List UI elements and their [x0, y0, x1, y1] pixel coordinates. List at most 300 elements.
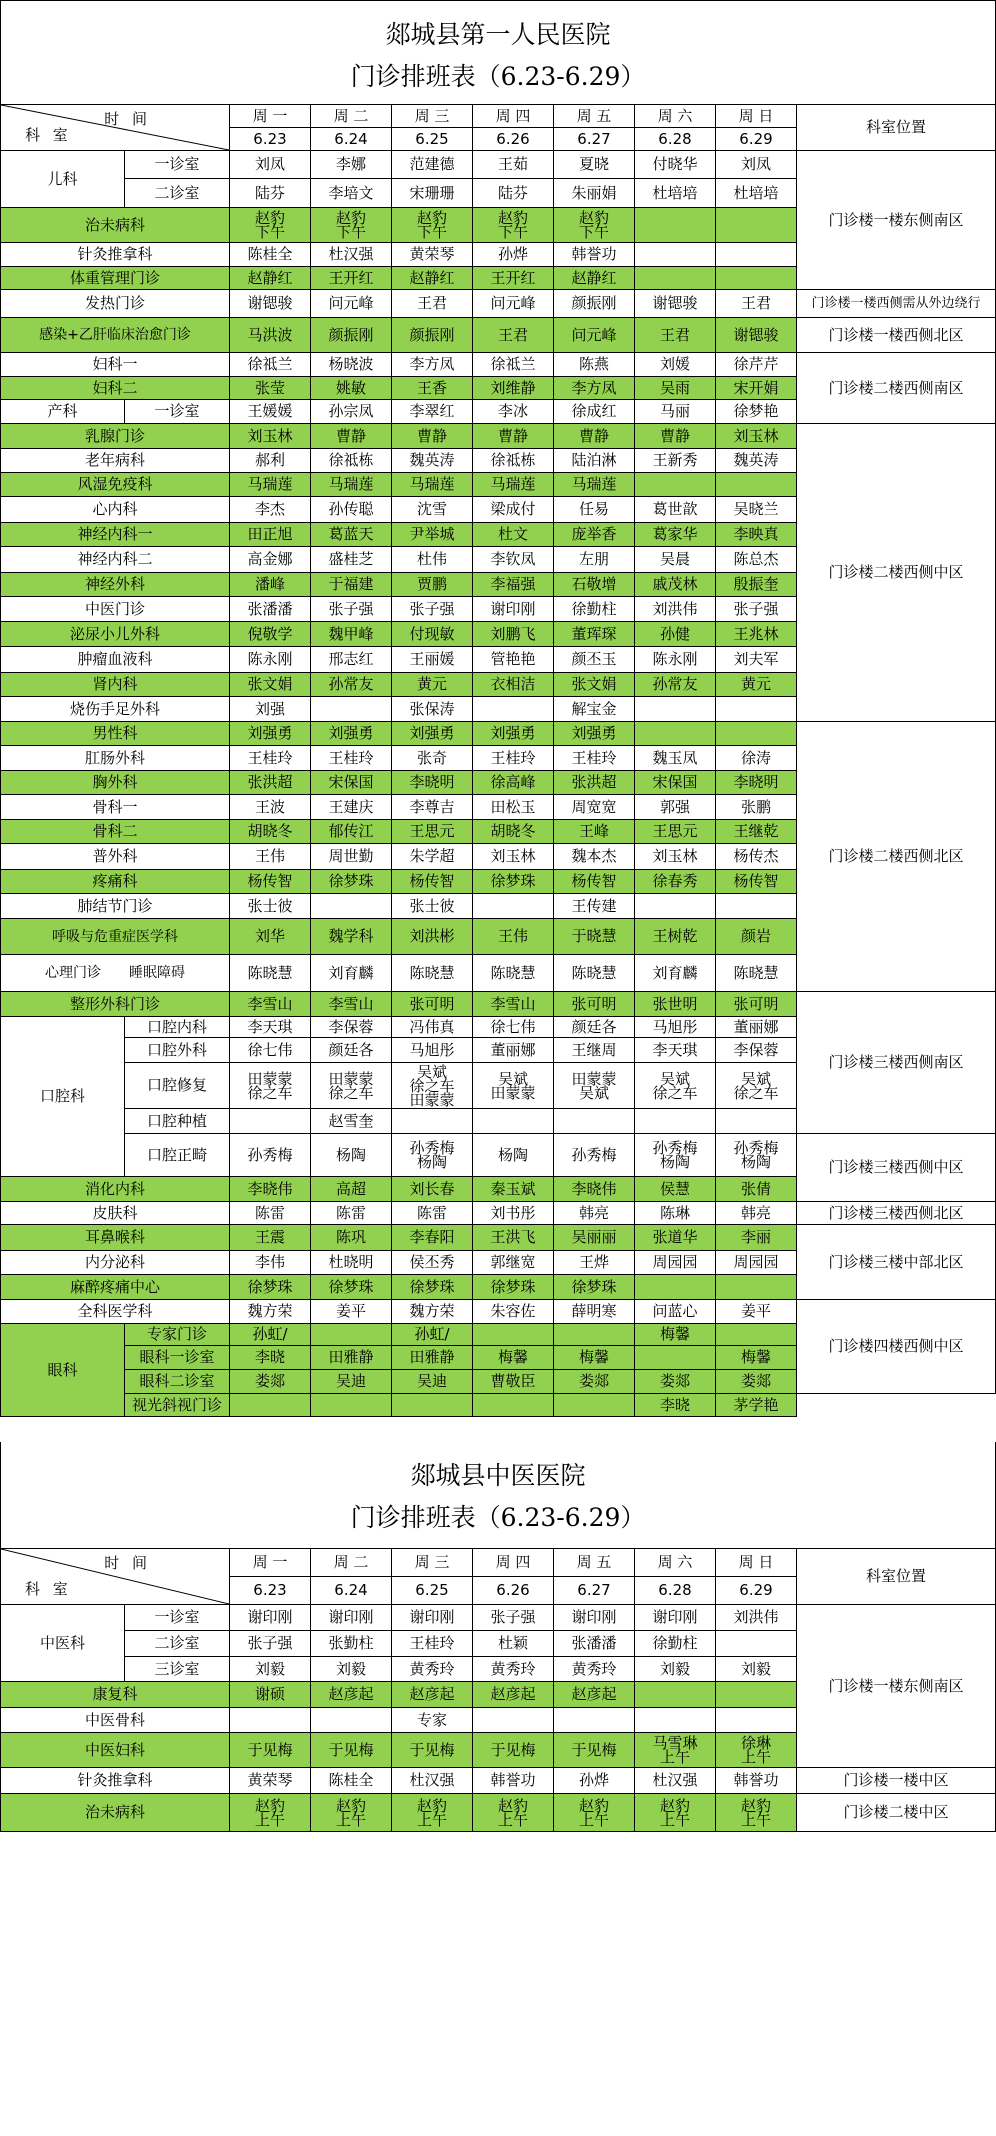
doctor-cell: 王震 — [230, 1225, 311, 1251]
doctor-cell: 于晓慧 — [554, 919, 635, 955]
corner-header — [1, 105, 230, 151]
doctor-cell: 问元峰 — [554, 318, 635, 353]
doctor-cell: 曹敬臣 — [473, 1370, 554, 1394]
doctor-cell: 梅馨 — [716, 1346, 797, 1370]
doctor-cell: 王桂玲 — [473, 746, 554, 771]
doctor-cell — [635, 243, 716, 267]
doctor-cell: 赵豹 上午 — [716, 1794, 797, 1832]
doctor-cell: 梁成付 — [473, 497, 554, 523]
department-name: 妇科一 — [1, 353, 230, 377]
doctor-cell: 张士彼 — [230, 894, 311, 919]
doctor-cell: 谢印刚 — [311, 1605, 392, 1631]
department-name: 肾内科 — [1, 673, 230, 697]
doctor-cell: 杜汉强 — [392, 1768, 473, 1794]
doctor-cell: 颜振刚 — [554, 290, 635, 318]
doctor-cell: 陈桂全 — [311, 1768, 392, 1794]
date-header: 6.24 — [311, 128, 392, 151]
doctor-cell: 郝利 — [230, 449, 311, 473]
doctor-cell: 茅学艳 — [716, 1394, 797, 1417]
doctor-cell: 吴雨 — [635, 377, 716, 400]
doctor-cell: 刘毅 — [230, 1657, 311, 1682]
doctor-cell: 刘维静 — [473, 377, 554, 400]
sub-clinic-name: 一诊室 — [125, 151, 230, 179]
doctor-cell: 夏晓 — [554, 151, 635, 179]
doctor-cell: 张洪超 — [554, 771, 635, 795]
doctor-cell: 李天琪 — [230, 1017, 311, 1038]
doctor-cell: 潘峰 — [230, 573, 311, 597]
doctor-cell — [716, 267, 797, 290]
doctor-cell: 李春阳 — [392, 1225, 473, 1251]
department-name: 神经外科 — [1, 573, 230, 597]
doctor-cell: 高超 — [311, 1177, 392, 1202]
doctor-cell: 杨传智 — [716, 870, 797, 894]
doctor-cell: 徐祗栋 — [473, 449, 554, 473]
header-row-days — [1, 1549, 996, 1577]
doctor-cell: 张文娟 — [554, 673, 635, 697]
doctor-cell: 孙秀梅 杨陶 — [635, 1134, 716, 1177]
doctor-cell: 徐勤柱 — [554, 597, 635, 622]
department-name: 体重管理门诊 — [1, 267, 230, 290]
doctor-cell: 杨传智 — [230, 870, 311, 894]
doctor-cell: 刘强 — [230, 697, 311, 722]
doctor-cell: 王香 — [392, 377, 473, 400]
doctor-cell: 陈晓慧 — [230, 955, 311, 992]
doctor-cell: 黄元 — [716, 673, 797, 697]
location-cell: 门诊楼二楼西侧南区 — [797, 353, 996, 424]
doctor-cell: 高金娜 — [230, 547, 311, 573]
doctor-cell: 黄秀玲 — [473, 1657, 554, 1682]
doctor-cell: 颜丕玉 — [554, 647, 635, 673]
doctor-cell: 娄郯 — [716, 1370, 797, 1394]
schedule-row — [1, 1134, 996, 1177]
doctor-cell: 徐梦珠 — [392, 1275, 473, 1300]
doctor-cell: 梅馨 — [554, 1346, 635, 1370]
doctor-cell: 徐七伟 — [230, 1038, 311, 1063]
day-header: 周 三 — [392, 1549, 473, 1577]
doctor-cell: 张可明 — [392, 992, 473, 1017]
doctor-cell: 王思元 — [392, 820, 473, 844]
department-name: 治未病科 — [1, 208, 230, 243]
doctor-cell: 孙烨 — [554, 1768, 635, 1794]
date-header: 6.28 — [635, 1577, 716, 1605]
doctor-cell: 石敬增 — [554, 573, 635, 597]
doctor-cell: 徐祗栋 — [311, 449, 392, 473]
doctor-cell: 殷振奎 — [716, 573, 797, 597]
doctor-cell: 刘育麟 — [311, 955, 392, 992]
doctor-cell: 孙宗凤 — [311, 400, 392, 424]
doctor-cell: 徐琳 上午 — [716, 1733, 797, 1768]
doctor-cell: 杜颖 — [473, 1631, 554, 1657]
doctor-cell: 徐梦珠 — [311, 870, 392, 894]
location-cell: 门诊楼一楼东侧南区 — [797, 151, 996, 290]
doctor-cell: 孙常友 — [635, 673, 716, 697]
doctor-cell: 陈晓慧 — [554, 955, 635, 992]
doctor-cell: 王洪飞 — [473, 1225, 554, 1251]
doctor-cell: 问蓝心 — [635, 1300, 716, 1324]
department-name: 骨科二 — [1, 820, 230, 844]
schedule-row — [1, 318, 996, 353]
doctor-cell: 刘强勇 — [392, 722, 473, 746]
schedule-row — [1, 1394, 996, 1417]
location-cell: 门诊楼三楼西侧北区 — [797, 1202, 996, 1225]
doctor-cell: 马洪波 — [230, 318, 311, 353]
doctor-cell — [635, 1682, 716, 1708]
doctor-cell: 张子强 — [473, 1605, 554, 1631]
doctor-cell: 陈晓慧 — [473, 955, 554, 992]
doctor-cell: 孙传聪 — [311, 497, 392, 523]
doctor-cell: 刘洪伟 — [635, 597, 716, 622]
location-cell: 门诊楼一楼西侧需从外边绕行 — [797, 290, 996, 318]
schedule-table-hospital-2 — [0, 1548, 996, 1832]
doctor-cell: 杨传智 — [554, 870, 635, 894]
doctor-cell: 沈雪 — [392, 497, 473, 523]
doctor-cell: 赵豹 上午 — [392, 1794, 473, 1832]
doctor-cell: 陈桂全 — [230, 243, 311, 267]
doctor-cell: 李晓明 — [716, 771, 797, 795]
doctor-cell: 张勤柱 — [311, 1631, 392, 1657]
department-name: 感染+乙肝临床治愈门诊 — [1, 318, 230, 353]
doctor-cell: 张道华 — [635, 1225, 716, 1251]
doctor-cell: 郭继宽 — [473, 1251, 554, 1275]
doctor-cell: 尹举城 — [392, 523, 473, 547]
department-name: 泌尿小儿外科 — [1, 622, 230, 647]
department-name: 麻醉疼痛中心 — [1, 1275, 230, 1300]
doctor-cell: 刘夫军 — [716, 647, 797, 673]
doctor-cell: 倪敬学 — [230, 622, 311, 647]
doctor-cell: 娄郯 — [230, 1370, 311, 1394]
doctor-cell: 邢志红 — [311, 647, 392, 673]
doctor-cell: 李培文 — [311, 179, 392, 208]
doctor-cell: 李钦凤 — [473, 547, 554, 573]
date-header: 6.29 — [716, 128, 797, 151]
dept-label: 科 室 — [25, 126, 72, 144]
doctor-cell: 张洪超 — [230, 771, 311, 795]
doctor-cell: 周世勤 — [311, 844, 392, 870]
doctor-cell: 吴迪 — [311, 1370, 392, 1394]
doctor-cell: 田雅静 — [392, 1346, 473, 1370]
doctor-cell: 于见梅 — [392, 1733, 473, 1768]
doctor-cell: 刘洪彬 — [392, 919, 473, 955]
sub-clinic-name: 口腔正畸 — [125, 1134, 230, 1177]
doctor-cell — [635, 697, 716, 722]
doctor-cell: 王继乾 — [716, 820, 797, 844]
doctor-cell: 杨晓波 — [311, 353, 392, 377]
doctor-cell — [716, 894, 797, 919]
doctor-cell: 刘媛 — [635, 353, 716, 377]
doctor-cell: 谢印刚 — [230, 1605, 311, 1631]
doctor-cell: 付现敏 — [392, 622, 473, 647]
doctor-cell: 张子强 — [392, 597, 473, 622]
doctor-cell: 陆泊淋 — [554, 449, 635, 473]
day-header: 周 三 — [392, 105, 473, 128]
doctor-cell: 魏方荣 — [392, 1300, 473, 1324]
doctor-cell: 张倩 — [716, 1177, 797, 1202]
department-name: 普外科 — [1, 844, 230, 870]
sub-clinic-name: 眼科二诊室 — [125, 1370, 230, 1394]
department-name: 皮肤科 — [1, 1202, 230, 1225]
location-header: 科室位置 — [797, 1549, 996, 1605]
department-name: 疼痛科 — [1, 870, 230, 894]
doctor-cell — [473, 894, 554, 919]
location-cell: 门诊楼四楼西侧中区 — [797, 1300, 996, 1394]
doctor-cell: 魏本杰 — [554, 844, 635, 870]
department-name: 烧伤手足外科 — [1, 697, 230, 722]
doctor-cell: 侯慧 — [635, 1177, 716, 1202]
doctor-cell: 徐勤柱 — [635, 1631, 716, 1657]
time-label: 时 间 — [104, 1554, 151, 1572]
department-name: 全科医学科 — [1, 1300, 230, 1324]
department-name: 治未病科 — [1, 1794, 230, 1832]
date-header: 6.27 — [554, 1577, 635, 1605]
doctor-cell: 王开红 — [311, 267, 392, 290]
doctor-cell: 曹静 — [311, 424, 392, 449]
doctor-cell — [311, 1324, 392, 1346]
doctor-cell: 董珲琛 — [554, 622, 635, 647]
doctor-cell: 刘强勇 — [554, 722, 635, 746]
doctor-cell: 魏方荣 — [230, 1300, 311, 1324]
doctor-cell: 韩亮 — [554, 1202, 635, 1225]
doctor-cell: 问元峰 — [473, 290, 554, 318]
doctor-cell: 杜汉强 — [635, 1768, 716, 1794]
department-name: 针灸推拿科 — [1, 243, 230, 267]
doctor-cell: 杨传智 — [392, 870, 473, 894]
doctor-cell: 周园园 — [716, 1251, 797, 1275]
doctor-cell: 李伟 — [230, 1251, 311, 1275]
doctor-cell: 李雪山 — [311, 992, 392, 1017]
doctor-cell: 马瑞莲 — [230, 473, 311, 497]
schedule-row — [1, 353, 996, 377]
doctor-cell: 戚茂林 — [635, 573, 716, 597]
doctor-cell: 李晓 — [230, 1346, 311, 1370]
doctor-cell: 李保蓉 — [311, 1017, 392, 1038]
doctor-cell: 谢印刚 — [392, 1605, 473, 1631]
day-header: 周 六 — [635, 1549, 716, 1577]
doctor-cell: 颜廷各 — [554, 1017, 635, 1038]
doctor-cell: 徐春秀 — [635, 870, 716, 894]
doctor-cell: 田蒙蒙 徐之车 — [230, 1063, 311, 1109]
doctor-cell: 马旭彤 — [392, 1038, 473, 1063]
doctor-cell: 薛明寒 — [554, 1300, 635, 1324]
doctor-cell: 谢锶骏 — [716, 318, 797, 353]
doctor-cell — [716, 1109, 797, 1134]
doctor-cell: 朱学超 — [392, 844, 473, 870]
doctor-cell: 姜平 — [716, 1300, 797, 1324]
doctor-cell: 陈晓慧 — [392, 955, 473, 992]
doctor-cell: 徐梦珠 — [473, 1275, 554, 1300]
doctor-cell: 黄荣琴 — [230, 1768, 311, 1794]
doctor-cell: 王桂玲 — [554, 746, 635, 771]
doctor-cell: 贾鹏 — [392, 573, 473, 597]
doctor-cell: 马瑞莲 — [311, 473, 392, 497]
doctor-cell: 张文娟 — [230, 673, 311, 697]
doctor-cell: 刘育麟 — [635, 955, 716, 992]
sub-clinic-name: 视光斜视门诊 — [125, 1394, 230, 1417]
schedule-row — [1, 992, 996, 1017]
doctor-cell: 吴斌 徐之车 — [716, 1063, 797, 1109]
doctor-cell: 王桂玲 — [311, 746, 392, 771]
doctor-cell: 曹静 — [554, 424, 635, 449]
doctor-cell: 吴晨 — [635, 547, 716, 573]
doctor-cell: 侯丕秀 — [392, 1251, 473, 1275]
doctor-cell: 陆芬 — [230, 179, 311, 208]
sub-clinic-name: 口腔内科 — [125, 1017, 230, 1038]
doctor-cell: 赵静红 — [554, 267, 635, 290]
doctor-cell: 吴丽丽 — [554, 1225, 635, 1251]
day-header: 周 一 — [230, 1549, 311, 1577]
doctor-cell: 张可明 — [554, 992, 635, 1017]
sub-clinic-name: 三诊室 — [125, 1657, 230, 1682]
location-cell: 门诊楼二楼中区 — [797, 1794, 996, 1832]
date-header: 6.23 — [230, 128, 311, 151]
doctor-cell: 董丽娜 — [473, 1038, 554, 1063]
doctor-cell — [311, 894, 392, 919]
day-header: 周 二 — [311, 1549, 392, 1577]
doctor-cell: 李保蓉 — [716, 1038, 797, 1063]
hospital-2-title: 郯城县中医医院 — [410, 1461, 586, 1490]
doctor-cell: 谢印刚 — [473, 597, 554, 622]
location-cell: 门诊楼三楼中部北区 — [797, 1225, 996, 1300]
doctor-cell: 李娜 — [311, 151, 392, 179]
department-name: 心理门诊 睡眠障碍 — [1, 955, 230, 992]
schedule-row — [1, 722, 996, 746]
doctor-cell: 王峰 — [554, 820, 635, 844]
doctor-cell — [554, 1394, 635, 1417]
doctor-cell: 陈雷 — [311, 1202, 392, 1225]
hospital-1-title: 郯城县第一人民医院 — [385, 20, 611, 49]
doctor-cell: 刘毅 — [635, 1657, 716, 1682]
doctor-cell: 韩誉功 — [554, 243, 635, 267]
doctor-cell: 刘玉林 — [230, 424, 311, 449]
doctor-cell — [635, 1346, 716, 1370]
department-name: 整形外科门诊 — [1, 992, 230, 1017]
doctor-cell — [716, 208, 797, 243]
doctor-cell: 张可明 — [716, 992, 797, 1017]
doctor-cell: 孙秀梅 杨陶 — [392, 1134, 473, 1177]
doctor-cell: 孙常友 — [311, 673, 392, 697]
location-cell: 门诊楼三楼西侧南区 — [797, 992, 996, 1134]
doctor-cell — [392, 1394, 473, 1417]
doctor-cell: 赵豹 上午 — [230, 1794, 311, 1832]
doctor-cell — [635, 208, 716, 243]
doctor-cell: 张潘潘 — [554, 1631, 635, 1657]
schedule-row — [1, 1794, 996, 1832]
doctor-cell: 刘毅 — [716, 1657, 797, 1682]
doctor-cell: 周园园 — [635, 1251, 716, 1275]
doctor-cell: 马瑞莲 — [473, 473, 554, 497]
doctor-cell: 王兆林 — [716, 622, 797, 647]
date-header: 6.29 — [716, 1577, 797, 1605]
doctor-cell: 宋保国 — [635, 771, 716, 795]
doctor-cell: 陈晓慧 — [716, 955, 797, 992]
department-name: 妇科二 — [1, 377, 230, 400]
doctor-cell: 庞举香 — [554, 523, 635, 547]
department-name: 老年病科 — [1, 449, 230, 473]
doctor-cell: 刘长春 — [392, 1177, 473, 1202]
doctor-cell: 张保涛 — [392, 697, 473, 722]
doctor-cell: 徐梦珠 — [473, 870, 554, 894]
doctor-cell: 韩誉功 — [716, 1768, 797, 1794]
doctor-cell: 赵彦起 — [392, 1682, 473, 1708]
date-header: 6.25 — [392, 1577, 473, 1605]
doctor-cell — [635, 1275, 716, 1300]
doctor-cell: 葛世歆 — [635, 497, 716, 523]
doctor-cell: 杨陶 — [473, 1134, 554, 1177]
doctor-cell — [230, 1109, 311, 1134]
doctor-cell: 徐高峰 — [473, 771, 554, 795]
hospital-1-subtitle: 门诊排班表（6.23-6.29） — [350, 62, 646, 91]
doctor-cell: 赵豹 上午 — [635, 1794, 716, 1832]
doctor-cell — [635, 894, 716, 919]
doctor-cell: 魏学科 — [311, 919, 392, 955]
doctor-cell — [716, 697, 797, 722]
doctor-cell: 刘凤 — [716, 151, 797, 179]
doctor-cell: 任易 — [554, 497, 635, 523]
location-cell: 门诊楼一楼西侧北区 — [797, 318, 996, 353]
doctor-cell: 陈永刚 — [635, 647, 716, 673]
date-header: 6.25 — [392, 128, 473, 151]
location-cell: 门诊楼二楼西侧北区 — [797, 722, 996, 992]
sub-clinic-name: 一诊室 — [125, 400, 230, 424]
doctor-cell: 盛桂芝 — [311, 547, 392, 573]
department-name: 男性科 — [1, 722, 230, 746]
doctor-cell: 于见梅 — [230, 1733, 311, 1768]
doctor-cell: 黄元 — [392, 673, 473, 697]
doctor-cell: 徐涛 — [716, 746, 797, 771]
doctor-cell: 陈巩 — [311, 1225, 392, 1251]
doctor-cell: 孙秀梅 — [554, 1134, 635, 1177]
doctor-cell: 韩亮 — [716, 1202, 797, 1225]
doctor-cell: 娄郯 — [554, 1370, 635, 1394]
doctor-cell: 管艳艳 — [473, 647, 554, 673]
date-header: 6.23 — [230, 1577, 311, 1605]
doctor-cell: 徐成红 — [554, 400, 635, 424]
doctor-cell: 陈琳 — [635, 1202, 716, 1225]
doctor-cell: 徐芹芹 — [716, 353, 797, 377]
doctor-cell: 朱容佐 — [473, 1300, 554, 1324]
doctor-cell: 张奇 — [392, 746, 473, 771]
doctor-cell: 田雅静 — [311, 1346, 392, 1370]
doctor-cell: 付晓华 — [635, 151, 716, 179]
schedule-row — [1, 151, 996, 179]
doctor-cell: 吴迪 — [392, 1370, 473, 1394]
doctor-cell: 刘玉林 — [716, 424, 797, 449]
doctor-cell: 谢硕 — [230, 1682, 311, 1708]
doctor-cell: 李天琪 — [635, 1038, 716, 1063]
department-name: 发热门诊 — [1, 290, 230, 318]
schedule-row — [1, 290, 996, 318]
doctor-cell — [230, 1708, 311, 1733]
doctor-cell: 解宝金 — [554, 697, 635, 722]
doctor-cell: 刘强勇 — [230, 722, 311, 746]
doctor-cell: 刘凤 — [230, 151, 311, 179]
doctor-cell: 刘强勇 — [311, 722, 392, 746]
doctor-cell: 王君 — [635, 318, 716, 353]
doctor-cell: 赵彦起 — [554, 1682, 635, 1708]
doctor-cell: 魏英涛 — [392, 449, 473, 473]
department-name: 针灸推拿科 — [1, 1768, 230, 1794]
doctor-cell: 刘强勇 — [473, 722, 554, 746]
department-name: 呼吸与危重症医学科 — [1, 919, 230, 955]
doctor-cell: 王丽媛 — [392, 647, 473, 673]
doctor-cell: 陈永刚 — [230, 647, 311, 673]
department-name: 产科 — [1, 400, 125, 424]
doctor-cell: 于见梅 — [311, 1733, 392, 1768]
doctor-cell: 王媛媛 — [230, 400, 311, 424]
doctor-cell: 颜廷各 — [311, 1038, 392, 1063]
department-name: 中医科 — [1, 1605, 125, 1682]
department-name: 口腔科 — [1, 1017, 125, 1177]
doctor-cell: 杜伟 — [392, 547, 473, 573]
